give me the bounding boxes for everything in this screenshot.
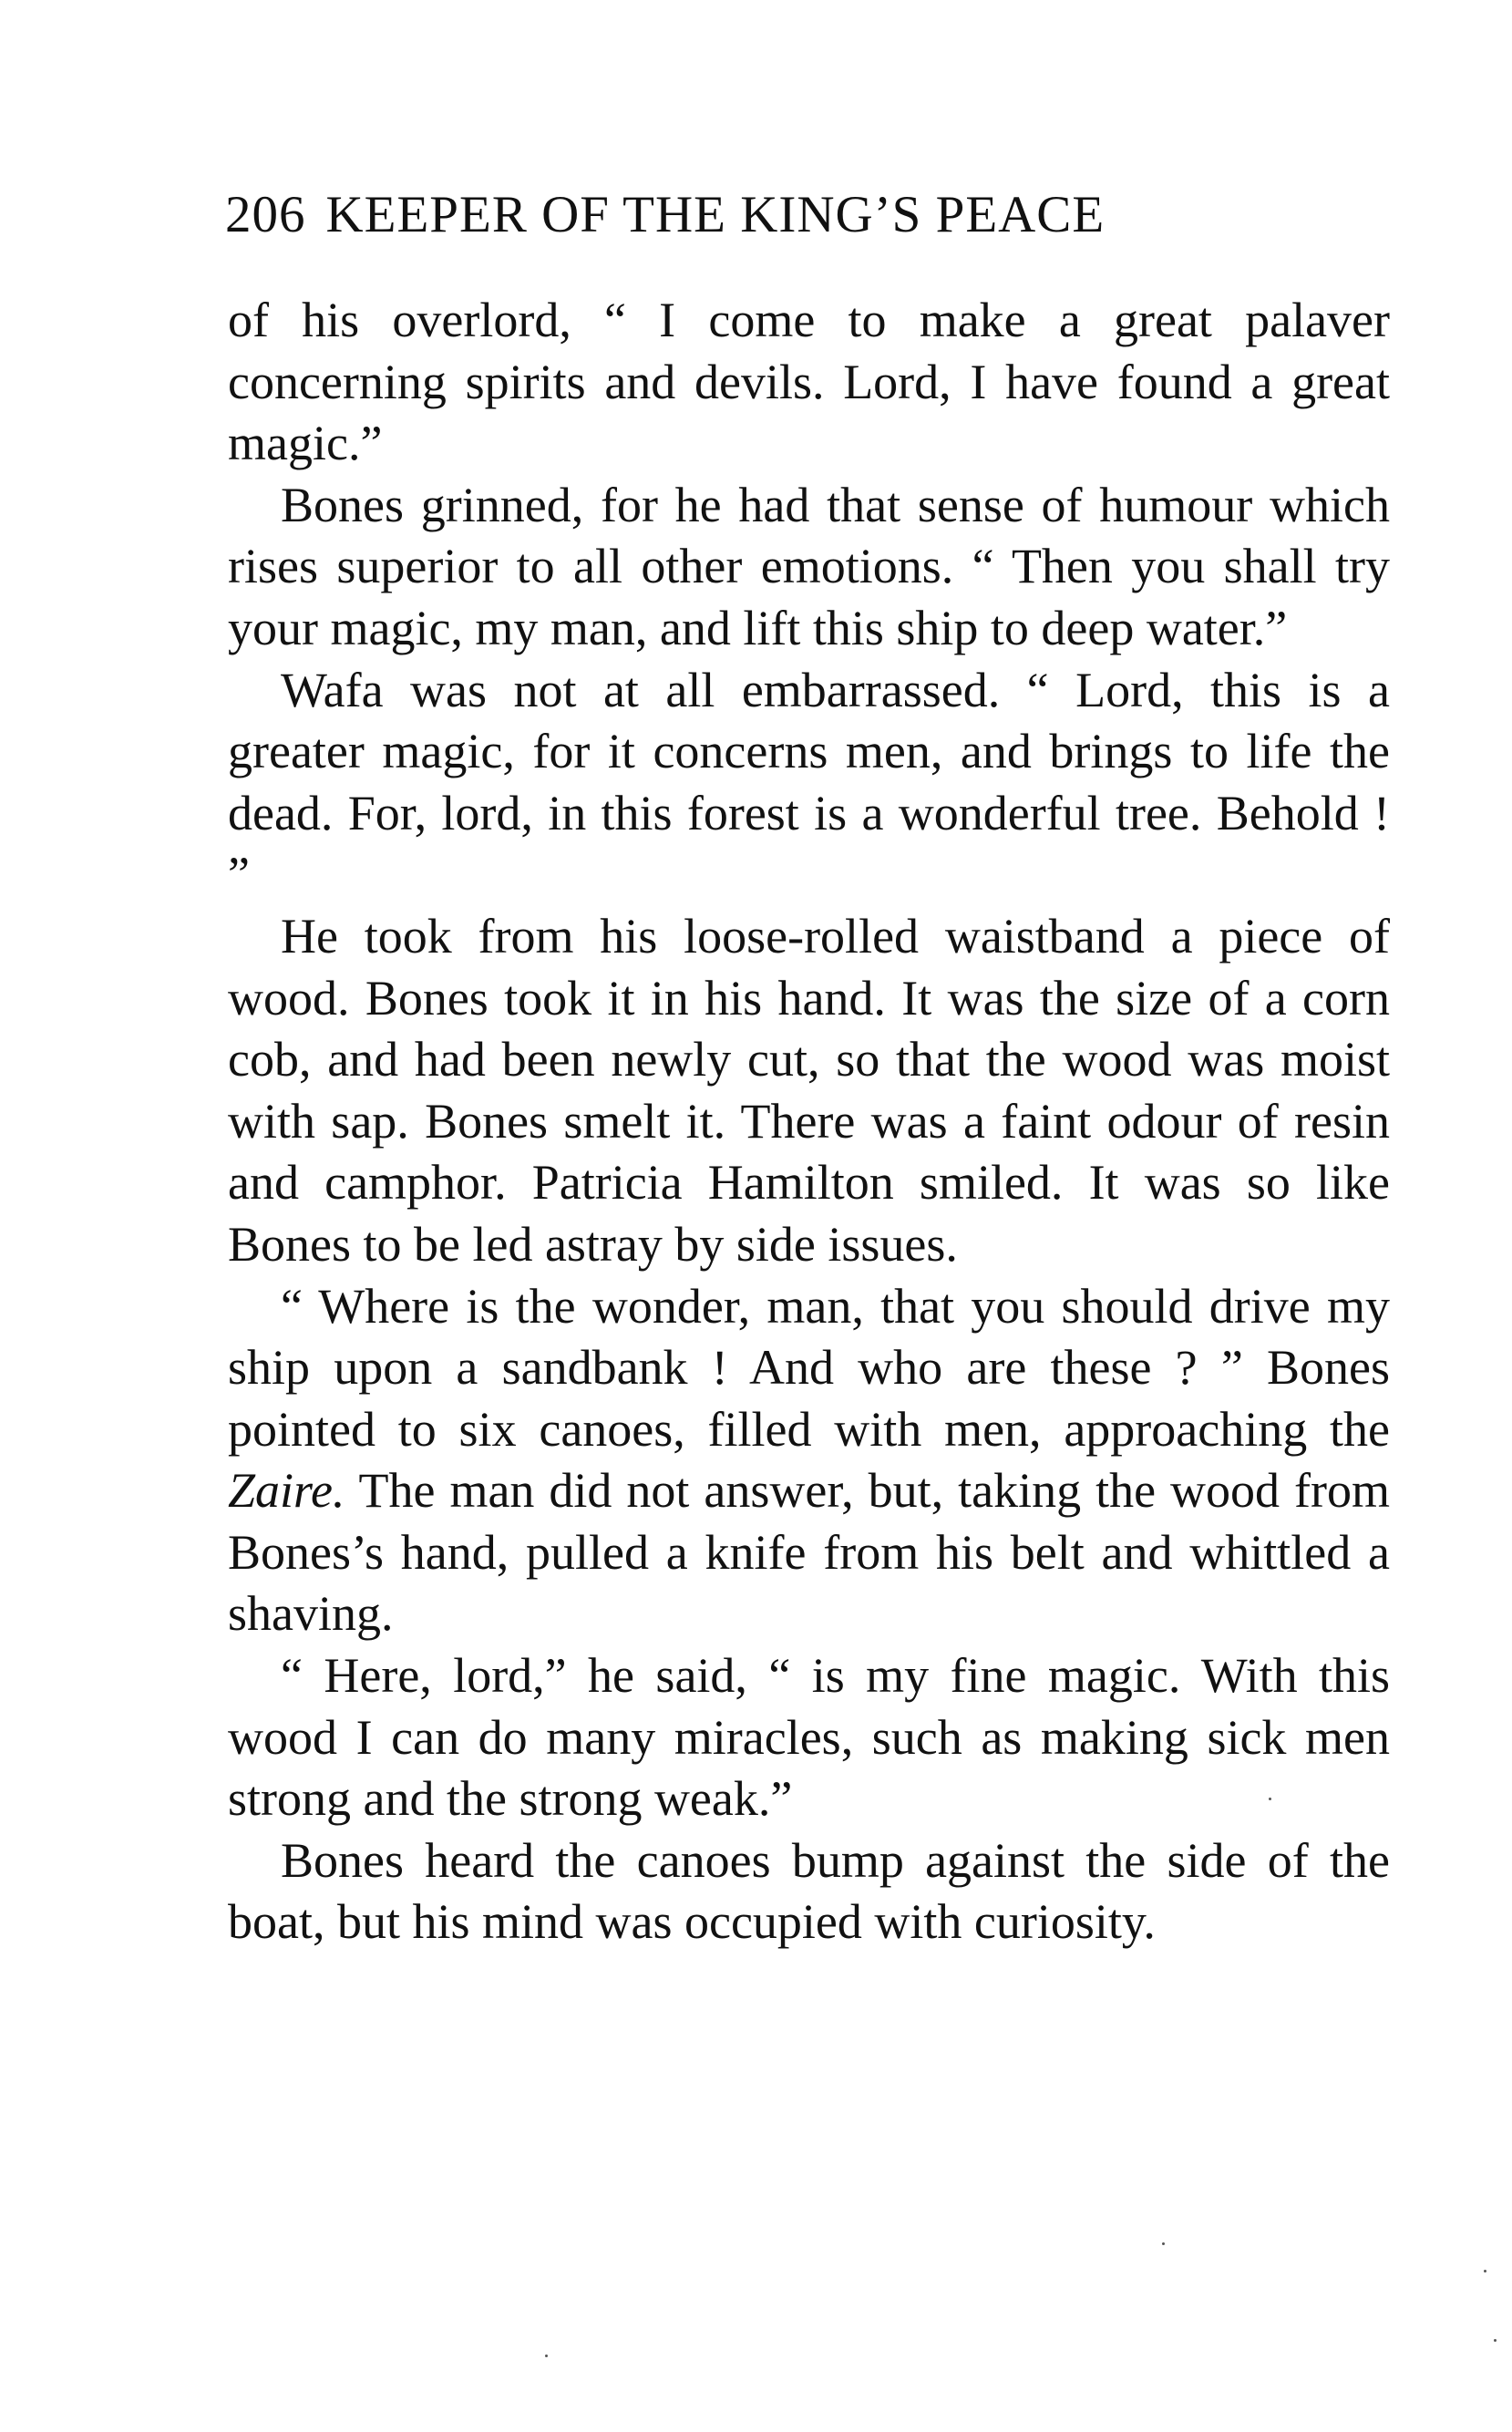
paragraph-4: He took from his loose-rolled waistband a piece of wood. Bones took it in his hand. It was the size of a corn cob, and had been newly cut, so that the wood was moist with sap. Bones smelt it. There was a faint odour of resin and camphor. Patricia Hamilton smiled. It was so like Bones to be led astray by side issues. [228, 908, 1390, 1272]
paper-speck [545, 2355, 548, 2357]
paragraph-5-text-after: The man did not answer, but, taking the wood from Bones’s hand, pulled a knife from his belt and whittled a shaving. [228, 1463, 1390, 1642]
paragraph-6: “ Here, lord,” he said, “ is my fine magic. With this wood I can do many miracles, such as making sick men strong and the strong weak.” [228, 1648, 1390, 1827]
body-text [228, 290, 1390, 1953]
paragraph-5-text-before: “ Where is the wonder, man, that you should drive my ship upon a sandbank ! And who are these ? ” Bones pointed to six canoes, filled with men, approaching the [228, 1278, 1390, 1457]
paragraph-2: Bones grinned, for he had that sense of humour which rises superior to all other emotions. “ Then you shall try your magic, my man, and lift this ship to deep water.” [228, 477, 1390, 655]
paper-speck [1162, 2242, 1165, 2245]
paper-speck [1484, 2270, 1486, 2272]
page-number: 206 [225, 186, 306, 243]
paragraph-5 [228, 1276, 1390, 1646]
running-title: KEEPER OF THE KING’S PEACE [325, 186, 1106, 243]
paragraph-3: Wafa was not at all embarrassed. “ Lord, this is a greater magic, for it concerns men, and brings to life the dead. For, lord, in this forest is a wonderful tree. Behold ! ” [228, 662, 1390, 902]
paragraph-1: of his overlord, “ I come to make a great palaver concerning spirits and devils. Lord, I have found a great magic.” [228, 293, 1390, 471]
paragraph-7: Bones heard the canoes bump against the side of the boat, but his mind was occupied with curiosity. [228, 1832, 1390, 1950]
running-head [225, 182, 1401, 248]
paper-speck [1269, 1798, 1271, 1800]
paper-speck [1494, 2339, 1497, 2342]
ship-name: Zaire. [228, 1463, 345, 1519]
